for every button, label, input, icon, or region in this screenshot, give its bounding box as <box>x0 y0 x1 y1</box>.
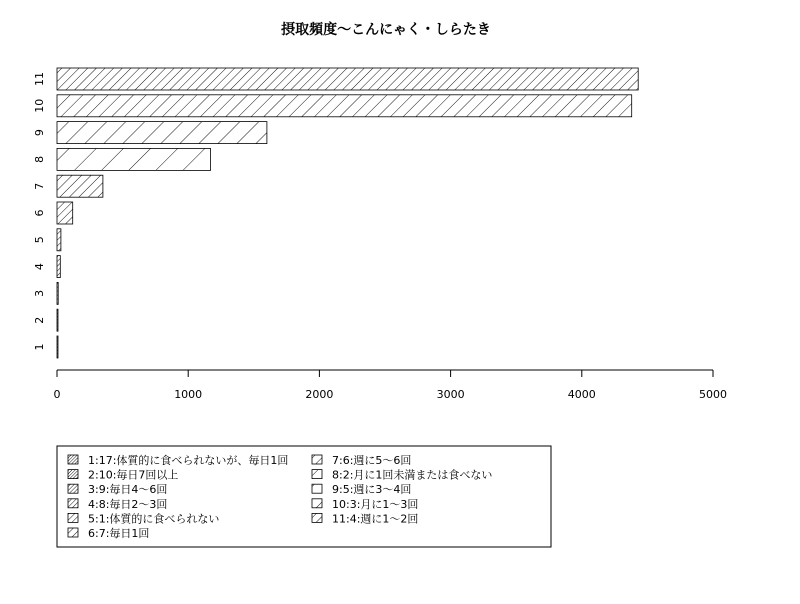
y-tick-label: 4 <box>33 263 46 271</box>
y-axis <box>33 72 46 351</box>
legend-swatch <box>68 455 78 464</box>
legend-label: 4:8:毎日2〜3回 <box>88 497 168 511</box>
bar-11 <box>57 68 638 90</box>
legend-swatch <box>68 470 78 479</box>
legend-swatch <box>312 513 322 522</box>
bar-5 <box>57 229 61 251</box>
legend-swatch <box>312 455 322 464</box>
y-tick-label: 11 <box>33 72 46 86</box>
bar-4 <box>57 256 60 278</box>
bar-6 <box>57 202 73 224</box>
bar-7 <box>57 175 103 197</box>
y-tick-label: 2 <box>33 316 46 324</box>
legend-swatch <box>68 513 78 522</box>
legend-label: 7:6:週に5〜6回 <box>332 454 412 467</box>
bar-1 <box>57 336 58 358</box>
y-tick-label: 1 <box>33 343 46 351</box>
legend-swatch <box>68 484 78 493</box>
y-tick-label: 6 <box>33 209 46 217</box>
legend-label: 6:7:毎日1回 <box>88 527 150 540</box>
legend-swatch <box>312 484 322 493</box>
legend-label: 9:5:週に3〜4回 <box>332 483 412 497</box>
legend-label: 11:4:週に1〜2回 <box>332 512 419 526</box>
x-tick-label: 4000 <box>567 388 596 401</box>
x-tick-label: 5000 <box>699 388 727 401</box>
legend-swatch <box>312 470 322 479</box>
legend-label: 8:2:月に1回未満または食べない <box>332 468 493 482</box>
x-tick-label: 0 <box>53 388 61 401</box>
legend-swatch <box>68 499 78 508</box>
legend-label: 3:9:毎日4〜6回 <box>88 483 168 497</box>
y-tick-label: 9 <box>33 129 46 137</box>
chart-title: 摂取頻度〜こんにゃく・しらたき <box>281 22 491 38</box>
legend-label: 5:1:体質的に食べられない <box>88 512 220 526</box>
y-tick-label: 10 <box>33 98 46 113</box>
bars-group <box>57 68 638 358</box>
y-tick-label: 3 <box>33 289 46 297</box>
x-tick-label: 3000 <box>436 388 465 401</box>
legend-swatch <box>68 528 78 537</box>
y-tick-label: 8 <box>33 155 46 163</box>
y-tick-label: 7 <box>33 182 46 190</box>
x-tick-label: 2000 <box>305 388 334 401</box>
bar-10 <box>57 95 632 117</box>
legend-label: 2:10:毎日7回以上 <box>88 468 179 482</box>
bar-9 <box>57 122 267 144</box>
x-tick-label: 1000 <box>174 388 203 401</box>
bar-3 <box>57 282 58 304</box>
bar-2 <box>57 309 58 331</box>
legend-label: 1:17:体質的に食べられないが、毎日1回 <box>88 454 289 467</box>
y-tick-label: 5 <box>33 236 46 244</box>
legend <box>57 446 551 547</box>
legend-swatch <box>312 499 322 508</box>
bar-8 <box>57 148 211 170</box>
legend-label: 10:3:月に1〜3回 <box>332 497 419 511</box>
x-axis <box>54 370 728 401</box>
